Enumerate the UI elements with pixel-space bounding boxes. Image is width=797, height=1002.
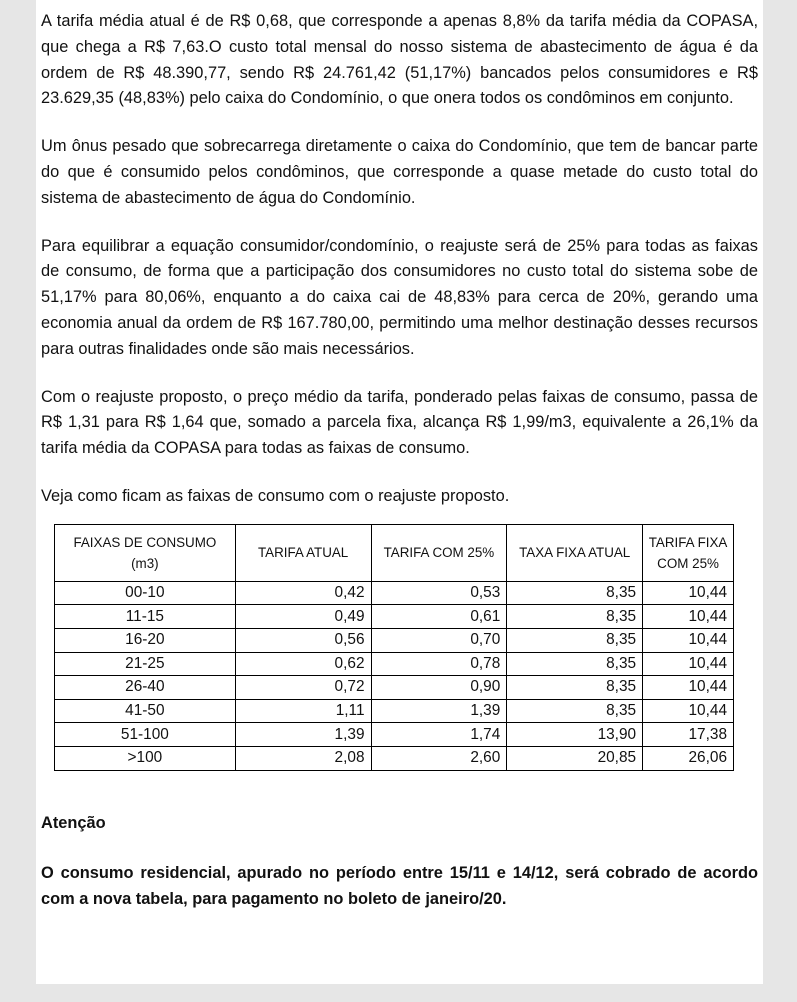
cell-range: 26-40 — [55, 676, 236, 700]
table-intro: Veja como ficam as faixas de consumo com o reajuste proposto. — [41, 486, 510, 505]
attention-note: O consumo residencial, apurado no período entre 15/11 e 14/12, será cobrado de acordo com a nova tabela, para pagamento no boleto de janeiro/20. — [41, 864, 758, 909]
paragraph-adjustment: Para equilibrar a equação consumidor/condomínio, o reajuste será de 25% para todas as faixas de consumo, de forma que a participação dos consumidores no custo total do sistema sobe de 51,17% para 80,06%, enquanto a do caixa cai de 48,83% para cerca de 20%, gerando uma economia anual da ordem de R$ 167.780,00, permitindo uma melhor destinação desses recursos para outras finalidades onde são mais necessários. — [41, 236, 758, 358]
cell-fixed-tariff-25: 10,44 — [643, 676, 734, 700]
paragraph-average-price: Com o reajuste proposto, o preço médio da tarifa, ponderado pelas faixas de consumo, passa de R$ 1,31 para R$ 1,64 que, somado a parcela fixa, alcança R$ 1,99/m3, equivalente a 26,1% da tarifa média da COPASA para todas as faixas de consumo. — [41, 387, 758, 458]
cell-fixed-tariff-25: 10,44 — [643, 581, 734, 605]
cell-range: >100 — [55, 746, 236, 770]
cell-tariff-25: 2,60 — [371, 746, 507, 770]
header-consumption-range: FAIXAS DE CONSUMO (m3) — [55, 524, 236, 581]
document-content — [41, 9, 758, 913]
cell-fixed-tariff-25: 17,38 — [643, 723, 734, 747]
table-row — [55, 723, 734, 747]
document-page — [36, 0, 763, 984]
paragraph-burden: Um ônus pesado que sobrecarrega diretamente o caixa do Condomínio, que tem de bancar parte do que é consumido pelos condôminos, que corresponde a quase metade do custo total do sistema de abastecimento de água do Condomínio. — [41, 137, 758, 207]
cell-tariff-25: 0,53 — [371, 581, 507, 605]
table-row — [55, 699, 734, 723]
cell-current-tariff: 0,72 — [235, 676, 371, 700]
cell-tariff-25: 0,61 — [371, 605, 507, 629]
cell-fixed-tariff-25: 10,44 — [643, 699, 734, 723]
cell-current-tariff: 1,39 — [235, 723, 371, 747]
cell-tariff-25: 0,70 — [371, 628, 507, 652]
table-row — [55, 628, 734, 652]
cell-current-fixed-fee: 8,35 — [507, 605, 643, 629]
paragraph-current-tariff: A tarifa média atual é de R$ 0,68, que corresponde a apenas 8,8% da tarifa média da COPASA, que chega a R$ 7,63.O custo total mensal do nosso sistema de abastecimento de água é da ordem de R$ 48.390,77, sendo R$ 24.761,42 (51,17%) bancados pelos consumidores e R$ 23.629,35 (48,83%) pelo caixa do Condomínio, o que onera todos os condôminos em conjunto. — [41, 12, 758, 108]
cell-range: 41-50 — [55, 699, 236, 723]
table-row — [55, 652, 734, 676]
header-current-fixed-fee: TAXA FIXA ATUAL — [507, 524, 643, 581]
cell-current-fixed-fee: 20,85 — [507, 746, 643, 770]
table-row — [55, 581, 734, 605]
tariff-table — [54, 524, 734, 771]
header-current-tariff: TARIFA ATUAL — [235, 524, 371, 581]
cell-tariff-25: 1,74 — [371, 723, 507, 747]
cell-fixed-tariff-25: 10,44 — [643, 652, 734, 676]
cell-current-tariff: 0,62 — [235, 652, 371, 676]
table-row — [55, 746, 734, 770]
cell-range: 21-25 — [55, 652, 236, 676]
header-fixed-tariff-25: TARIFA FIXA COM 25% — [643, 524, 734, 581]
cell-current-fixed-fee: 8,35 — [507, 628, 643, 652]
cell-range: 51-100 — [55, 723, 236, 747]
cell-tariff-25: 0,78 — [371, 652, 507, 676]
header-tariff-25: TARIFA COM 25% — [371, 524, 507, 581]
cell-current-fixed-fee: 8,35 — [507, 652, 643, 676]
cell-current-fixed-fee: 8,35 — [507, 699, 643, 723]
cell-current-fixed-fee: 8,35 — [507, 581, 643, 605]
cell-tariff-25: 0,90 — [371, 676, 507, 700]
cell-current-tariff: 1,11 — [235, 699, 371, 723]
table-row — [55, 676, 734, 700]
table-row — [55, 605, 734, 629]
cell-current-tariff: 0,42 — [235, 581, 371, 605]
cell-range: 16-20 — [55, 628, 236, 652]
cell-current-tariff: 0,56 — [235, 628, 371, 652]
cell-range: 11-15 — [55, 605, 236, 629]
cell-fixed-tariff-25: 10,44 — [643, 605, 734, 629]
cell-current-tariff: 0,49 — [235, 605, 371, 629]
cell-tariff-25: 1,39 — [371, 699, 507, 723]
cell-current-tariff: 2,08 — [235, 746, 371, 770]
table-header-row — [55, 524, 734, 581]
cell-range: 00-10 — [55, 581, 236, 605]
cell-fixed-tariff-25: 26,06 — [643, 746, 734, 770]
attention-title: Atenção — [41, 813, 106, 832]
cell-fixed-tariff-25: 10,44 — [643, 628, 734, 652]
cell-current-fixed-fee: 13,90 — [507, 723, 643, 747]
cell-current-fixed-fee: 8,35 — [507, 676, 643, 700]
